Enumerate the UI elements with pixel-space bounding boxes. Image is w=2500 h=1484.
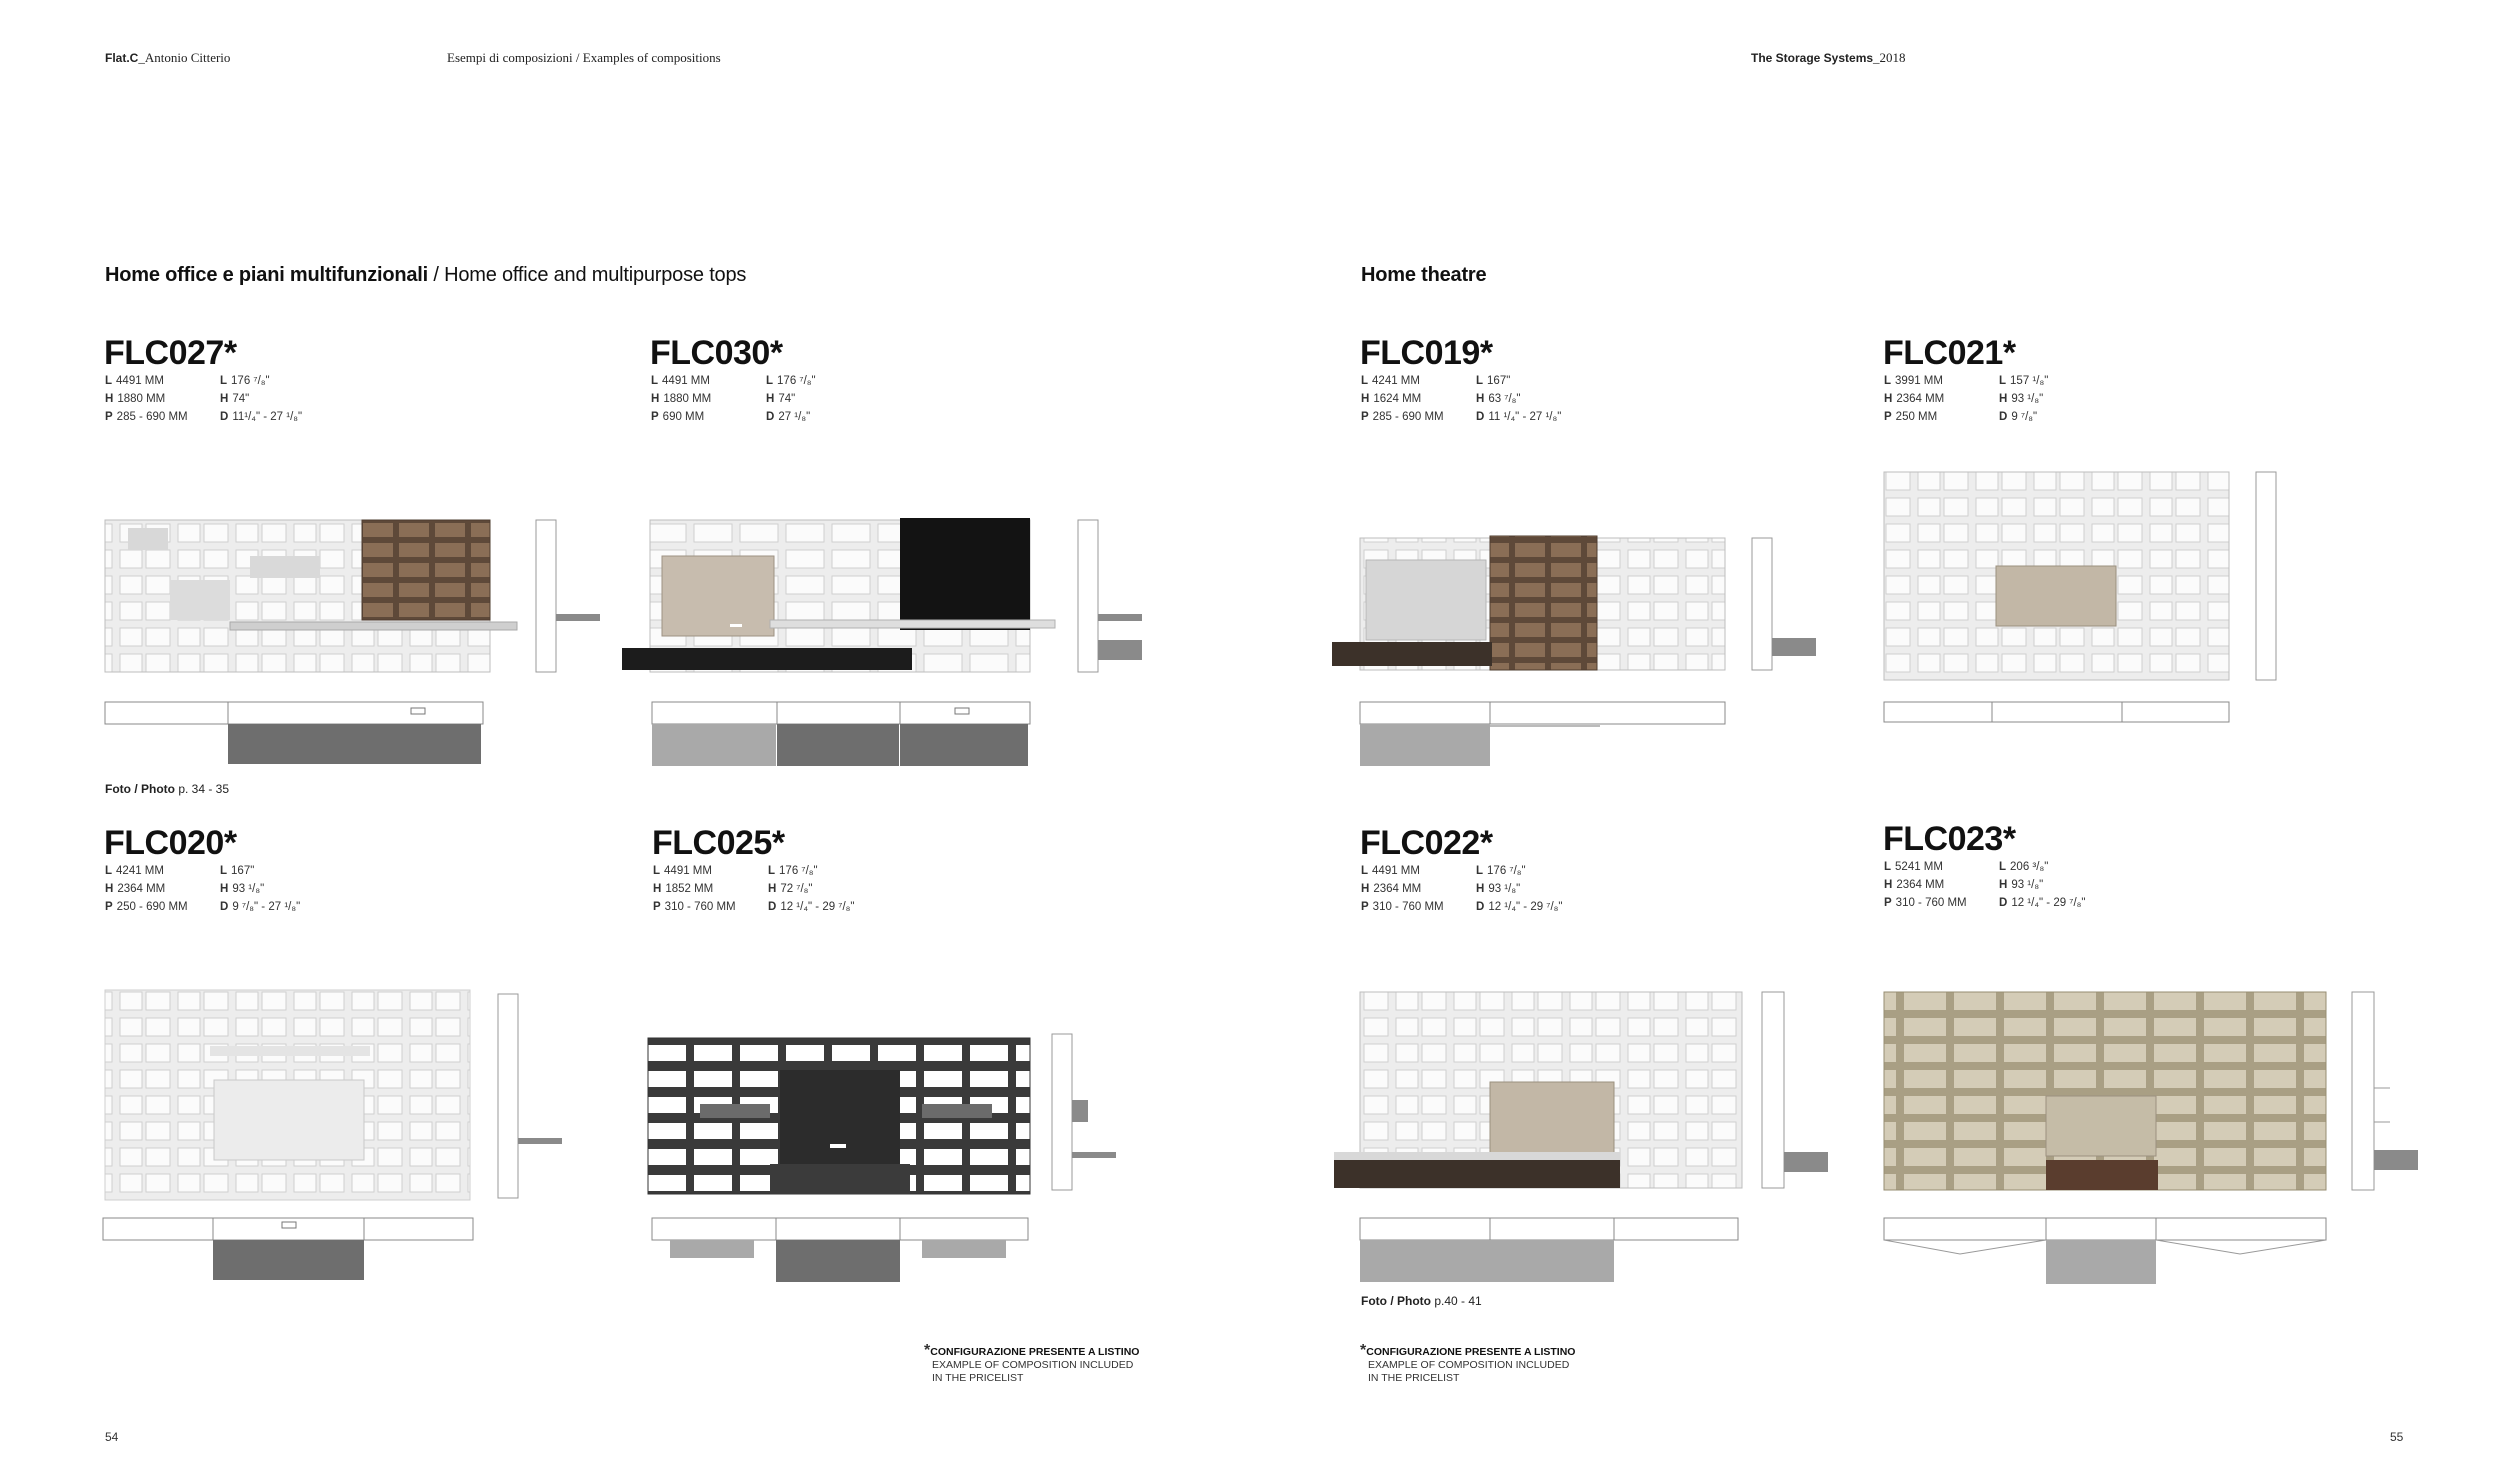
photo-ref-pages: p. 34 - 35 <box>174 782 230 796</box>
composition-code: FLC027* <box>104 334 237 372</box>
note-asterisk: * <box>924 1342 931 1359</box>
spec-value: 2364 MM <box>1896 393 1945 405</box>
spec-label: H <box>1361 883 1370 895</box>
spec-label: L <box>651 375 659 387</box>
flc030-elevation <box>622 518 1055 672</box>
spec-value: 93 ¹/₈" <box>232 883 265 895</box>
flc021-elevation <box>1884 472 2229 680</box>
spec-value: 176 ⁷/₈" <box>779 865 818 877</box>
flc025-side <box>1052 1034 1116 1190</box>
spec-value: 1880 MM <box>663 393 712 405</box>
flc020-plan <box>103 1218 473 1280</box>
spec-value: 206 ³/₈" <box>2010 861 2049 873</box>
spec-label: D <box>1476 901 1485 913</box>
spec-label: P <box>105 901 113 913</box>
spec-value: 285 - 690 MM <box>1372 411 1444 423</box>
spec-value: 176 ⁷/₈" <box>777 375 816 387</box>
spec-label: H <box>766 393 775 405</box>
spec-label: P <box>1361 901 1369 913</box>
flc019-elevation <box>1332 536 1725 670</box>
spec-label: L <box>220 865 228 877</box>
spec-label: P <box>1361 411 1369 423</box>
photo-reference-left <box>105 782 229 796</box>
flc025-plan <box>652 1218 1028 1282</box>
spec-label: D <box>1476 411 1485 423</box>
spec-label: D <box>1999 411 2008 423</box>
spec-value: 2364 MM <box>1896 879 1945 891</box>
spec-label: L <box>1361 375 1369 387</box>
flc030-side <box>1078 520 1142 672</box>
flc022-elevation <box>1334 992 1742 1188</box>
spec-label: L <box>1361 865 1369 877</box>
flc025-elevation <box>648 1038 1030 1194</box>
composition-code: FLC021* <box>1883 334 2016 372</box>
note-line-2: EXAMPLE OF COMPOSITION INCLUDED <box>1368 1359 1570 1371</box>
spec-label: H <box>105 883 114 895</box>
spec-label: D <box>220 411 229 423</box>
spec-value: 12 ¹/₄" - 29 ⁷/₈" <box>1488 901 1563 913</box>
flc027-side <box>536 520 600 672</box>
composition-code: FLC019* <box>1360 334 1493 372</box>
flc023-elevation <box>1884 992 2326 1190</box>
collection-year: _2018 <box>1873 50 1906 65</box>
note-line-2: EXAMPLE OF COMPOSITION INCLUDED <box>932 1359 1134 1371</box>
spec-value: 11¹/₄" - 27 ¹/₈" <box>232 411 303 423</box>
spec-value: 3991 MM <box>1895 375 1943 387</box>
pricelist-note-right <box>1360 1342 1576 1385</box>
flc022-side <box>1762 992 1828 1188</box>
spec-value: 690 MM <box>662 411 705 423</box>
photo-reference-right <box>1361 1294 1482 1308</box>
spec-value: 93 ¹/₈" <box>1488 883 1521 895</box>
spec-label: D <box>1999 897 2008 909</box>
spec-label: H <box>1999 393 2008 405</box>
composition-code: FLC023* <box>1883 820 2016 858</box>
note-line-3: IN THE PRICELIST <box>1368 1372 1460 1384</box>
flc020-elevation <box>105 990 470 1200</box>
note-line-1: CONFIGURAZIONE PRESENTE A LISTINO <box>930 1346 1140 1358</box>
spec-value: 9 ⁷/₈" - 27 ¹/₈" <box>232 901 301 913</box>
spec-value: 93 ¹/₈" <box>2011 393 2044 405</box>
header-subtitle: Esempi di composizioni / Examples of compositions <box>447 50 721 65</box>
spec-label: L <box>105 375 113 387</box>
section-title-rest: / Home office and multipurpose tops <box>428 264 747 286</box>
spec-value: 167" <box>231 865 255 877</box>
spec-value: 4491 MM <box>116 375 164 387</box>
spec-label: H <box>1476 393 1485 405</box>
spec-label: L <box>1999 861 2007 873</box>
brand-name: Flat.C <box>105 51 139 65</box>
spec-value: 4241 MM <box>116 865 164 877</box>
section-title-bold: Home office e piani multifunzionali <box>105 264 429 286</box>
spec-value: 11 ¹/₄" - 27 ¹/₈" <box>1488 411 1562 423</box>
spec-label: L <box>653 865 661 877</box>
spec-value: 12 ¹/₄" - 29 ⁷/₈" <box>780 901 855 913</box>
note-line-3: IN THE PRICELIST <box>932 1372 1024 1384</box>
spec-value: 9 ⁷/₈" <box>2011 411 2038 423</box>
flc030-plan <box>652 702 1030 766</box>
collection-name: The Storage Systems <box>1751 51 1874 65</box>
photo-ref-label: Foto / Photo <box>1361 1294 1431 1308</box>
spec-value: 74" <box>232 393 250 405</box>
brand-author: _Antonio Citterio <box>138 50 231 65</box>
spec-value: 310 - 760 MM <box>1372 901 1444 913</box>
spec-label: D <box>768 901 777 913</box>
flc019-side <box>1752 538 1816 670</box>
page-number-right: 55 <box>2390 1430 2404 1444</box>
spec-label: L <box>1884 861 1892 873</box>
flc019-plan <box>1360 702 1725 766</box>
page-number-left: 54 <box>105 1430 119 1444</box>
spec-value: 167" <box>1487 375 1511 387</box>
spec-value: 4491 MM <box>1372 865 1420 877</box>
composition-code: FLC025* <box>652 824 785 862</box>
photo-ref-pages: p.40 - 41 <box>1430 1294 1482 1308</box>
flc021-side <box>2256 472 2276 680</box>
spec-label: H <box>105 393 114 405</box>
spec-value: 250 - 690 MM <box>116 901 188 913</box>
spec-label: P <box>651 411 659 423</box>
spec-label: H <box>1999 879 2008 891</box>
section-title-bold: Home theatre <box>1361 264 1487 286</box>
spec-label: D <box>766 411 775 423</box>
spec-label: H <box>1884 393 1893 405</box>
flc027-plan <box>105 702 483 764</box>
spec-value: 93 ¹/₈" <box>2011 879 2044 891</box>
spec-label: L <box>766 375 774 387</box>
note-line-1: CONFIGURAZIONE PRESENTE A LISTINO <box>1366 1346 1576 1358</box>
spec-label: H <box>220 393 229 405</box>
flc027-elevation <box>105 520 517 672</box>
spec-value: 157 ¹/₈" <box>2010 375 2049 387</box>
flc023-side <box>2352 992 2418 1190</box>
flc023-plan <box>1884 1218 2326 1284</box>
photo-ref-label: Foto / Photo <box>105 782 175 796</box>
spec-label: P <box>653 901 661 913</box>
spec-value: 285 - 690 MM <box>116 411 188 423</box>
spec-value: 27 ¹/₈" <box>778 411 811 423</box>
spec-value: 2364 MM <box>1373 883 1422 895</box>
spec-value: 4241 MM <box>1372 375 1420 387</box>
composition-code: FLC022* <box>1360 824 1493 862</box>
spec-label: L <box>1884 375 1892 387</box>
spec-value: 12 ¹/₄" - 29 ⁷/₈" <box>2011 897 2086 909</box>
composition-code: FLC030* <box>650 334 783 372</box>
spec-label: L <box>105 865 113 877</box>
note-asterisk: * <box>1360 1342 1367 1359</box>
spec-value: 63 ⁷/₈" <box>1488 393 1521 405</box>
pricelist-note-left <box>924 1342 1140 1385</box>
spec-label: H <box>768 883 777 895</box>
spec-label: H <box>651 393 660 405</box>
spec-value: 250 MM <box>1895 411 1938 423</box>
spec-label: L <box>1476 375 1484 387</box>
spec-value: 176 ⁷/₈" <box>1487 865 1526 877</box>
spec-value: 4491 MM <box>662 375 710 387</box>
spec-value: 1624 MM <box>1373 393 1422 405</box>
spec-label: L <box>768 865 776 877</box>
spec-label: L <box>1476 865 1484 877</box>
spec-label: H <box>220 883 229 895</box>
spec-label: L <box>1999 375 2007 387</box>
spec-label: H <box>1361 393 1370 405</box>
flc020-side <box>498 994 562 1198</box>
spec-value: 4491 MM <box>664 865 712 877</box>
spec-value: 2364 MM <box>117 883 166 895</box>
spec-label: P <box>105 411 113 423</box>
spec-value: 176 ⁷/₈" <box>231 375 270 387</box>
spec-value: 1852 MM <box>665 883 714 895</box>
flc021-plan <box>1884 702 2229 722</box>
spec-label: H <box>1476 883 1485 895</box>
spec-value: 310 - 760 MM <box>1895 897 1967 909</box>
spec-value: 72 ⁷/₈" <box>780 883 813 895</box>
spec-label: D <box>220 901 229 913</box>
spec-value: 5241 MM <box>1895 861 1943 873</box>
flc022-plan <box>1360 1218 1738 1282</box>
spec-value: 310 - 760 MM <box>664 901 736 913</box>
spec-value: 1880 MM <box>117 393 166 405</box>
spec-label: H <box>653 883 662 895</box>
spec-label: P <box>1884 897 1892 909</box>
spec-value: 74" <box>778 393 796 405</box>
composition-code: FLC020* <box>104 824 237 862</box>
spec-label: H <box>1884 879 1893 891</box>
spec-label: P <box>1884 411 1892 423</box>
spec-label: L <box>220 375 228 387</box>
